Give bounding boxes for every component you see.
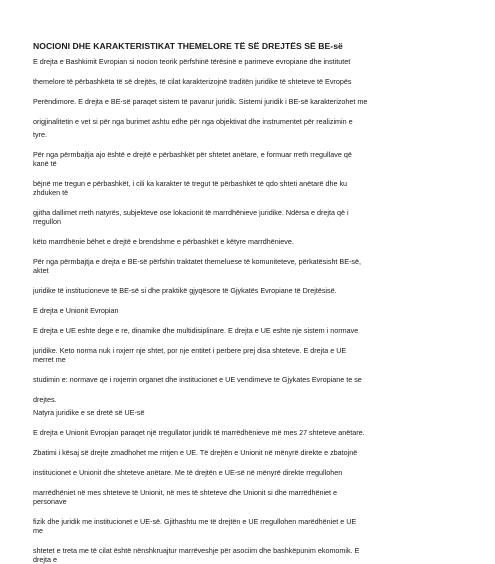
section-heading: E drejta e Unionit Evropian xyxy=(33,306,119,315)
document-body xyxy=(33,57,479,564)
body-line: zhduken të xyxy=(33,188,69,197)
body-line: Për nga përmbajtja e drejta e BE-së përfshin traktatet themeluese të komuniteteve, përkatësisht BE-së, xyxy=(33,257,361,266)
body-line: E drejta e UE eshte dege e re, dinamike dhe multidisiplinare. E drejta e UE eshte nje sistem i normave xyxy=(33,326,359,335)
body-line: drejta e xyxy=(33,555,57,564)
body-line: personave xyxy=(33,497,67,506)
section-heading: Natyra juridike e se dretë së UE-së xyxy=(33,408,145,417)
body-line: E drejta e Bashkimit Evropian si nocion teorik përfshinë tërësinë e parimeve evropiane dhe institutet xyxy=(33,57,351,66)
body-line: studimin e: normave qe i nxjerrin organet dhe institucionet e UE vendimeve te Gjykates Evropiane te se xyxy=(33,375,362,384)
body-line: aktet xyxy=(33,266,49,275)
body-line: Zbatimi i kësaj së drejte zmadhohet me rritjen e UE. Të drejtën e Unionit në mënyrë direkte e zbatojnë xyxy=(33,448,358,457)
body-line: juridike. Keto norma nuk i nxjerr nje shtet, por nje entitet i perbere prej disa shteteve. E drejta e UE xyxy=(33,346,347,355)
body-line: bëjnë me tregun e përbashkët, i cili ka karakter të tregut të përbashkët të qdo shteti anëtarë dhe ku xyxy=(33,179,348,188)
body-line: marrëdhëniet në mes shteteve të Unionit, në mes të shteteve dhe Unionit si dhe marrëdhëniet e xyxy=(33,488,338,497)
body-line: shtetet e treta me të cilat është nënshkruajtur marrëveshje për asociim dhe bashkëpunim ekomomik. E xyxy=(33,546,360,555)
body-line: E drejta e Unionit Evropjan paraqet një rregullator juridik të marrëdhënieve më mes 27 shteteve anëtare. xyxy=(33,428,365,437)
body-line: drejtes. xyxy=(33,395,57,404)
body-line: kanë të xyxy=(33,159,57,168)
body-line: Për nga përmbajtja ajo është e drejtë e përbashkët për shtetet anëtare, e formuar rreth rregullave që xyxy=(33,150,352,159)
body-line: me xyxy=(33,526,43,535)
body-line: gjitha dallimet rreth natyrës, subjekteve ose lokacionit të marrdhënieve juridike. Ndërsa e drejta që i xyxy=(33,208,349,217)
body-line: tyre. xyxy=(33,130,47,139)
body-line: merret me xyxy=(33,355,66,364)
body-line: themelore të përbashkëta të së drejtës, të cilat karakterizojnë traditën juridike të shteteve të Evropës xyxy=(33,77,352,86)
body-line: rregullon xyxy=(33,217,61,226)
body-line: këto marrdhënie bëhet e drejtë e brendshme e përbashkët e këtyre marrdhënieve. xyxy=(33,237,294,246)
body-line: juridike të institucioneve të BE-së si dhe praktikë gjyqësore të Gjykatës Evropiane të Drejtësisë. xyxy=(33,286,337,295)
body-line: Perëndimore. E drejta e BE-së paraqet sistem të pavarur juridik. Sistemi juridik i BE-së karakterizohet me xyxy=(33,97,368,106)
body-line: fizik dhe juridik me institucionet e UE-së. Gjithashtu me të drejtën e UE rregullohen marëdhëniet e UE xyxy=(33,517,357,526)
document-title: NOCIONI DHE KARAKTERISTIKAT THEMELORE TË SË DREJTËS SË BE-së xyxy=(33,41,343,51)
body-line: institucionet e Unionit dhe shteteve anëtare. Me të drejtën e UE-së në mënyrë direkte rregullohen xyxy=(33,468,343,477)
body-line: origjinalitetin e vet si për nga burimet ashtu edhe për nga objektivat dhe instrumentet për realizimin e xyxy=(33,117,353,126)
